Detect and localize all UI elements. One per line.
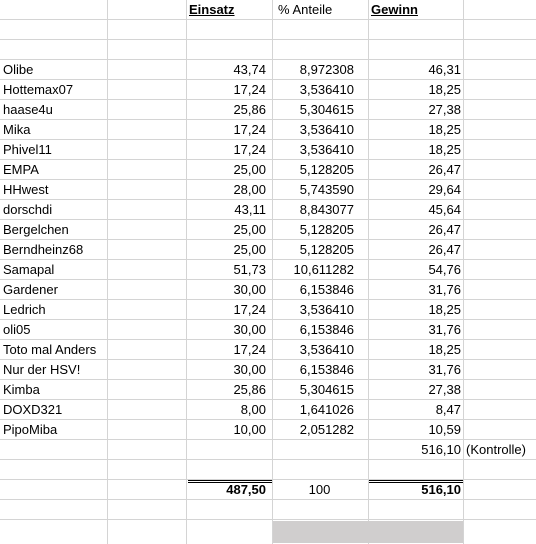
ruecklauf-shading [273,521,463,543]
empty-row [0,500,536,520]
player-gewinn[interactable]: 8,47 [435,402,461,417]
player-anteil[interactable]: 3,536410 [299,82,354,97]
total-einsatz-underline [188,480,272,483]
player-einsatz[interactable]: 17,24 [233,122,266,137]
player-einsatz[interactable]: 43,74 [233,62,266,77]
player-name[interactable]: HHwest [3,182,49,197]
player-row [0,280,536,300]
player-gewinn[interactable]: 45,64 [428,202,461,217]
player-row [0,80,536,100]
player-anteil[interactable]: 8,843077 [299,202,354,217]
player-einsatz[interactable]: 25,86 [233,382,266,397]
player-anteil[interactable]: 3,536410 [299,342,354,357]
player-anteil[interactable]: 2,051282 [299,422,354,437]
player-row [0,260,536,280]
player-gewinn[interactable]: 10,59 [428,422,461,437]
total-gewinn[interactable]: 516,10 [421,482,461,497]
player-row [0,360,536,380]
player-row [0,60,536,80]
player-anteil[interactable]: 5,304615 [299,102,354,117]
player-name[interactable]: Hottemax07 [3,82,74,97]
player-anteil[interactable]: 1,641026 [299,402,354,417]
player-anteil[interactable]: 6,153846 [299,362,354,377]
player-row [0,300,536,320]
player-anteil[interactable]: 3,536410 [299,302,354,317]
player-name[interactable]: PipoMiba [3,422,58,437]
player-name[interactable]: haase4u [3,102,53,117]
total-gewinn-underline [369,480,463,483]
player-anteil[interactable]: 10,611282 [293,262,354,277]
player-name[interactable]: dorschdi [3,202,53,217]
player-name[interactable]: Toto mal Anders [3,342,97,357]
player-einsatz[interactable]: 10,00 [233,422,266,437]
player-gewinn[interactable]: 26,47 [428,242,461,257]
player-anteil[interactable]: 6,153846 [299,322,354,337]
player-einsatz[interactable]: 17,24 [233,342,266,357]
kontrolle-row [0,440,536,460]
player-name[interactable]: Mika [3,122,31,137]
player-einsatz[interactable]: 51,73 [233,262,266,277]
player-einsatz[interactable]: 28,00 [233,182,266,197]
player-einsatz[interactable]: 8,00 [240,402,266,417]
player-name[interactable]: oli05 [3,322,31,337]
player-einsatz[interactable]: 25,86 [233,102,266,117]
player-gewinn[interactable]: 18,25 [428,302,461,317]
player-einsatz[interactable]: 17,24 [233,82,266,97]
player-name[interactable]: EMPA [3,162,39,177]
player-gewinn[interactable]: 26,47 [428,222,461,237]
player-row [0,240,536,260]
player-einsatz[interactable]: 30,00 [233,282,266,297]
player-name[interactable]: Gardener [3,282,58,297]
player-einsatz[interactable]: 25,00 [233,222,266,237]
player-row [0,400,536,420]
player-anteil[interactable]: 5,128205 [299,222,354,237]
player-gewinn[interactable]: 31,76 [428,322,461,337]
player-name[interactable]: Ledrich [3,302,46,317]
player-einsatz[interactable]: 25,00 [233,242,266,257]
player-name[interactable]: Phivel11 [3,142,52,157]
player-row [0,180,536,200]
player-row [0,420,536,440]
player-anteil[interactable]: 5,743590 [299,182,354,197]
header-anteile[interactable]: % Anteile [278,2,333,17]
player-row [0,320,536,340]
player-gewinn[interactable]: 18,25 [428,122,461,137]
empty-row [0,40,536,60]
player-name[interactable]: Berndheinz68 [3,242,84,257]
player-anteil[interactable]: 3,536410 [299,122,354,137]
player-anteil[interactable]: 3,536410 [299,142,354,157]
player-row [0,120,536,140]
totals-row [0,480,536,500]
header-row [0,0,536,20]
player-einsatz[interactable]: 17,24 [233,142,266,157]
player-gewinn[interactable]: 18,25 [428,142,461,157]
player-gewinn[interactable]: 18,25 [428,342,461,357]
player-einsatz[interactable]: 30,00 [233,362,266,377]
player-row [0,220,536,240]
player-gewinn[interactable]: 18,25 [428,82,461,97]
player-name[interactable]: Kimba [3,382,40,397]
player-row [0,100,536,120]
player-name[interactable]: Nur der HSV! [3,362,81,377]
player-row [0,140,536,160]
header-einsatz[interactable]: Einsatz [189,2,235,17]
player-name[interactable]: Bergelchen [3,222,69,237]
player-gewinn[interactable]: 27,38 [428,382,461,397]
player-einsatz[interactable]: 30,00 [233,322,266,337]
player-name[interactable]: Samapal [3,262,55,277]
player-gewinn[interactable]: 54,76 [428,262,461,277]
player-gewinn[interactable]: 29,64 [428,182,461,197]
player-anteil[interactable]: 5,128205 [299,162,354,177]
player-name[interactable]: Olibe [3,62,34,77]
player-row [0,380,536,400]
player-row [0,340,536,360]
empty-row [0,20,536,40]
player-gewinn[interactable]: 27,38 [428,102,461,117]
total-einsatz[interactable]: 487,50 [226,482,266,497]
kontrolle-value[interactable]: 516,10 [421,442,461,457]
total-anteile[interactable]: 100 [308,482,331,497]
player-anteil[interactable]: 5,304615 [299,382,354,397]
player-gewinn[interactable]: 46,31 [428,62,461,77]
player-einsatz[interactable]: 43,11 [234,202,266,217]
player-anteil[interactable]: 5,128205 [299,242,354,257]
kontrolle-label[interactable]: (Kontrolle) [466,442,526,457]
player-einsatz[interactable]: 25,00 [233,162,266,177]
player-einsatz[interactable]: 17,24 [233,302,266,317]
player-gewinn[interactable]: 31,76 [428,362,461,377]
player-name[interactable]: DOXD321 [3,402,63,417]
player-row [0,200,536,220]
empty-row [0,460,536,480]
player-row [0,160,536,180]
player-anteil[interactable]: 6,153846 [299,282,354,297]
header-gewinn[interactable]: Gewinn [371,2,418,17]
player-gewinn[interactable]: 26,47 [428,162,461,177]
player-gewinn[interactable]: 31,76 [428,282,461,297]
player-anteil[interactable]: 8,972308 [299,62,354,77]
